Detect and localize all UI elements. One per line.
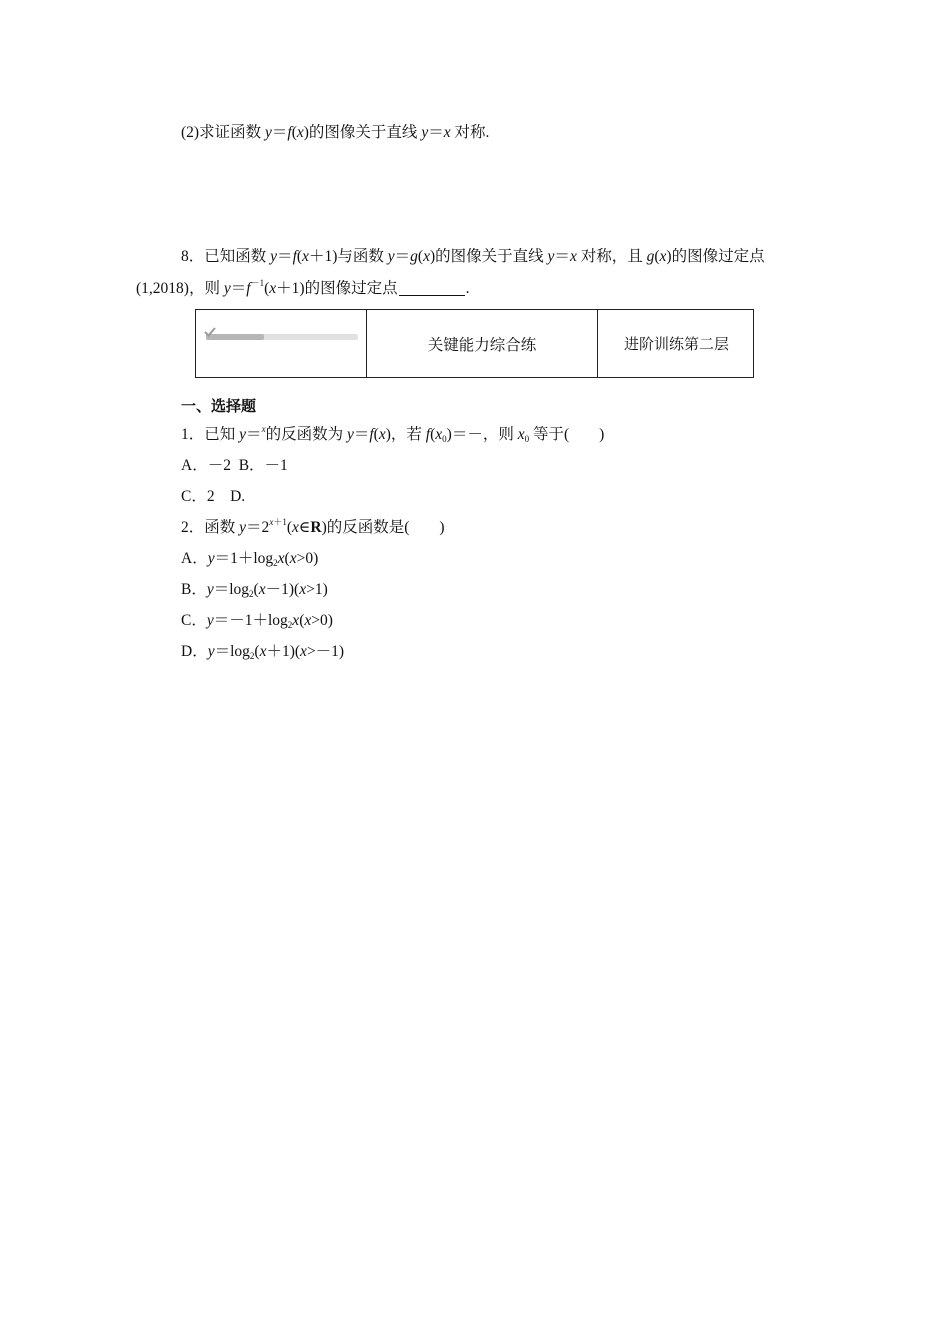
banner-progress-cell <box>196 310 367 377</box>
q7-part2-num: (2) <box>181 124 200 141</box>
check-icon <box>204 326 216 338</box>
section-banner <box>195 309 754 378</box>
mc2-option-d[interactable]: D．$y=\log_2(x+1)(x>-1)$ <box>181 643 345 661</box>
q8-num: 8． <box>181 248 205 265</box>
q8-point: (1,2018) <box>136 280 189 297</box>
q7-part2: (2)求证函数 y＝f(x)的图像关于直线 y＝x 对称. <box>181 124 490 141</box>
q8-line2: (1,2018)，则 $y=f^{-1}(x+1)$的图像过定点 . <box>136 278 470 297</box>
banner-title: 关键能力综合练 <box>367 310 598 377</box>
mc2-stem: 2．函数 $y=2^{x+1}(x\in R)$的反函数是( ) <box>181 517 445 536</box>
banner-level: 进阶训练第二层 <box>623 337 729 353</box>
answer-blank[interactable] <box>399 281 465 296</box>
q8-line1: 8．已知函数 y＝f(x＋1)与函数 y＝g(x)的图像关于直线 y＝x 对称，且 g(x)的图像过定点 <box>181 248 765 265</box>
progress-bar <box>206 334 358 340</box>
mc1-stem: 1．已知 y＝$^x$的反函数为 y＝f(x)，若 $f(x_0)=-$，则 $x_0$ 等于( ) <box>181 424 605 444</box>
mc2-option-b[interactable]: B．$y=\log_2(x-1)(x>1)$ <box>181 581 328 599</box>
mc1-option-row[interactable]: C．2 D. <box>181 488 246 505</box>
mc1-option-row[interactable]: A．－2 B．－1 <box>181 457 288 474</box>
mc2-option-c[interactable]: C．$y=-1+\log_2x(x>0)$ <box>181 612 333 630</box>
mc2-option-a[interactable]: A．$y=1+\log_2x(x>0)$ <box>181 550 319 568</box>
section-heading: 一、选择题 <box>181 398 257 415</box>
